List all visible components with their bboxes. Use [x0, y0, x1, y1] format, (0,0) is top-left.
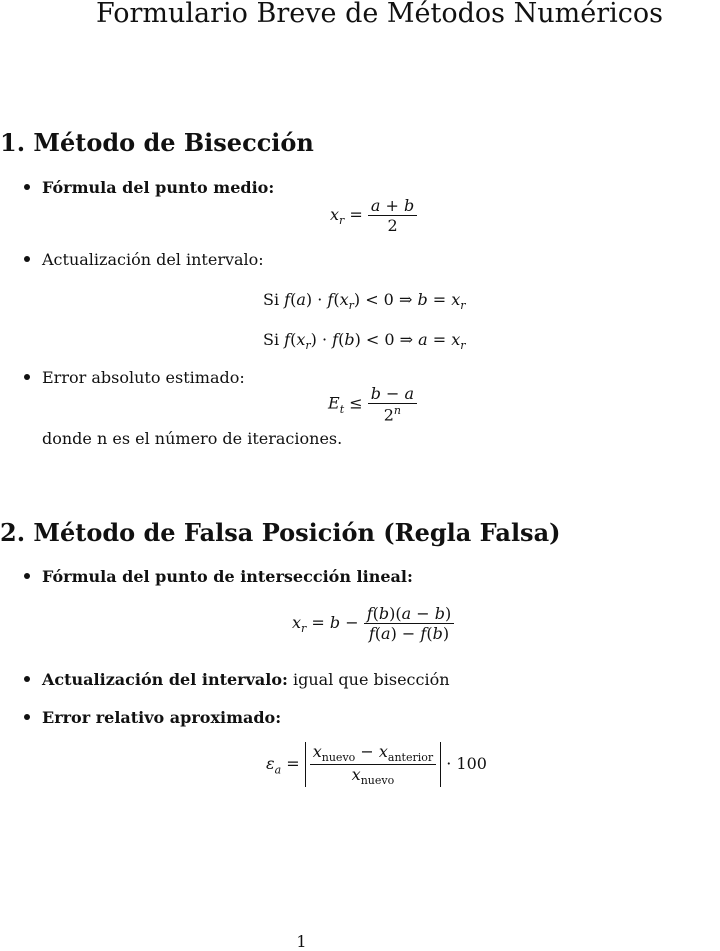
bullet-label: Fórmula del punto medio: — [42, 178, 275, 197]
formula-abs-error: $E_t$ ≤ $\frac{b - a}{2^n}$ — [328, 384, 417, 424]
bullet-abs-error — [24, 368, 245, 387]
formula-update-a: Si $f(x_r) \cdot f(b) < 0$ ⇒ $a = x_r$ — [263, 330, 466, 353]
bullet-dot — [24, 184, 30, 190]
page-number: 1 — [296, 932, 307, 951]
bullet-label: Fórmula del punto de intersección lineal: — [42, 567, 413, 586]
section-2-heading: 2. Método de Falsa Posición (Regla Falsa) — [0, 518, 561, 547]
bullet-interval-update — [24, 250, 264, 269]
bullet-dot — [24, 573, 30, 579]
bullet-dot — [24, 374, 30, 380]
page-title: Formulario Breve de Métodos Numéricos — [96, 0, 663, 29]
bullet-dot — [24, 256, 30, 262]
bullet-label: Error absoluto estimado: — [42, 368, 245, 387]
bullet-intersection — [24, 567, 413, 586]
bullet-dot — [24, 714, 30, 720]
bullet-midpoint — [24, 178, 274, 197]
bullet-label: Actualización del intervalo: — [42, 250, 264, 269]
formula-update-b: Si $f(a) \cdot f(x_r) < 0$ ⇒ $b = x_r$ — [263, 290, 466, 313]
bullet-label: Error relativo aproximado: — [42, 708, 282, 727]
iterations-note: donde n es el número de iteraciones. — [42, 429, 343, 448]
section-1-heading: 1. Método de Bisección — [0, 128, 314, 157]
formula-midpoint: $x_r$ = $\frac{a + b}{2}$ — [330, 196, 417, 235]
bullet-dot — [24, 676, 30, 682]
formula-rel-error: $\varepsilon_a$ = $\frac{x_{nuevo} - x_{anterior}}{x_{nuevo}}$ · 100 — [266, 742, 487, 788]
bullet-rel-error — [24, 708, 281, 727]
formula-false-position: $x_r = b$ − $\frac{f(b)(a - b)}{f(a) - f(b)}$ — [292, 604, 454, 643]
bullet-interval-update-2 — [24, 670, 450, 689]
bullet-label: Actualización del intervalo: — [42, 670, 288, 689]
bullet-text: igual que bisección — [293, 670, 450, 689]
